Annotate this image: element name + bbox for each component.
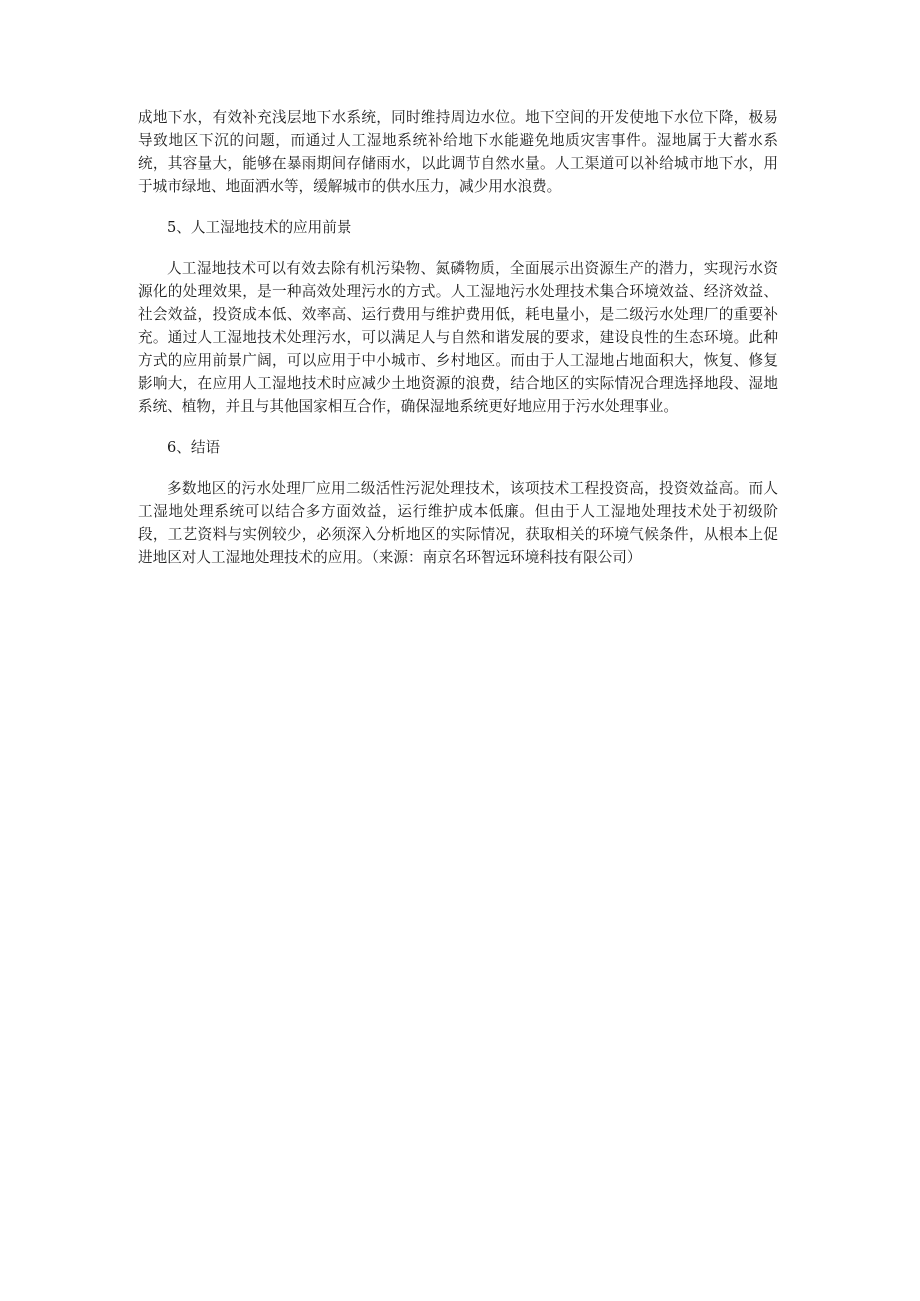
section-heading-6: 6、结语: [167, 439, 221, 456]
paragraph-groundwater: 成地下水，有效补充浅层地下水系统，同时维持周边水位。地下空间的开发使地下水位下降，极易导致地区下沉的问题，而通过人工湿地系统补给地下水能避免地质灾害事件。湿地属于大蓄水系统，其容量大，能够在暴雨期间存储雨水，以此调节自然水量。人工渠道可以补给城市地下水，用于城市绿地、地面洒水等，缓解城市的供水压力，减少用水浪费。: [138, 109, 778, 195]
section-heading-5: 5、人工湿地技术的应用前景: [167, 219, 352, 236]
document-page: [138, 106, 778, 569]
paragraph-prospects: 人工湿地技术可以有效去除有机污染物、氮磷物质，全面展示出资源生产的潜力，实现污水资源化的处理效果，是一种高效处理污水的方式。人工湿地污水处理技术集合环境效益、经济效益、社会效益，投资成本低、效率高、运行费用与维护费用低，耗电量小，是二级污水处理厂的重要补充。通过人工湿地技术处理污水，可以满足人与自然和谐发展的要求，建设良性的生态环境。此种方式的应用前景广阔，可以应用于中小城市、乡村地区。而由于人工湿地占地面积大，恢复、修复影响大，在应用人工湿地技术时应减少土地资源的浪费，结合地区的实际情况合理选择地段、湿地系统、植物，并且与其他国家相互合作，确保湿地系统更好地应用于污水处理事业。: [138, 260, 778, 415]
paragraph-conclusion: 多数地区的污水处理厂应用二级活性污泥处理技术，该项技术工程投资高，投资效益高。而人工湿地处理系统可以结合多方面效益，运行维护成本低廉。但由于人工湿地处理技术处于初级阶段，工艺资料与实例较少，必须深入分析地区的实际情况，获取相关的环境气候条件，从根本上促进地区对人工湿地处理技术的应用。（来源：南京名环智远环境科技有限公司）: [138, 480, 778, 566]
